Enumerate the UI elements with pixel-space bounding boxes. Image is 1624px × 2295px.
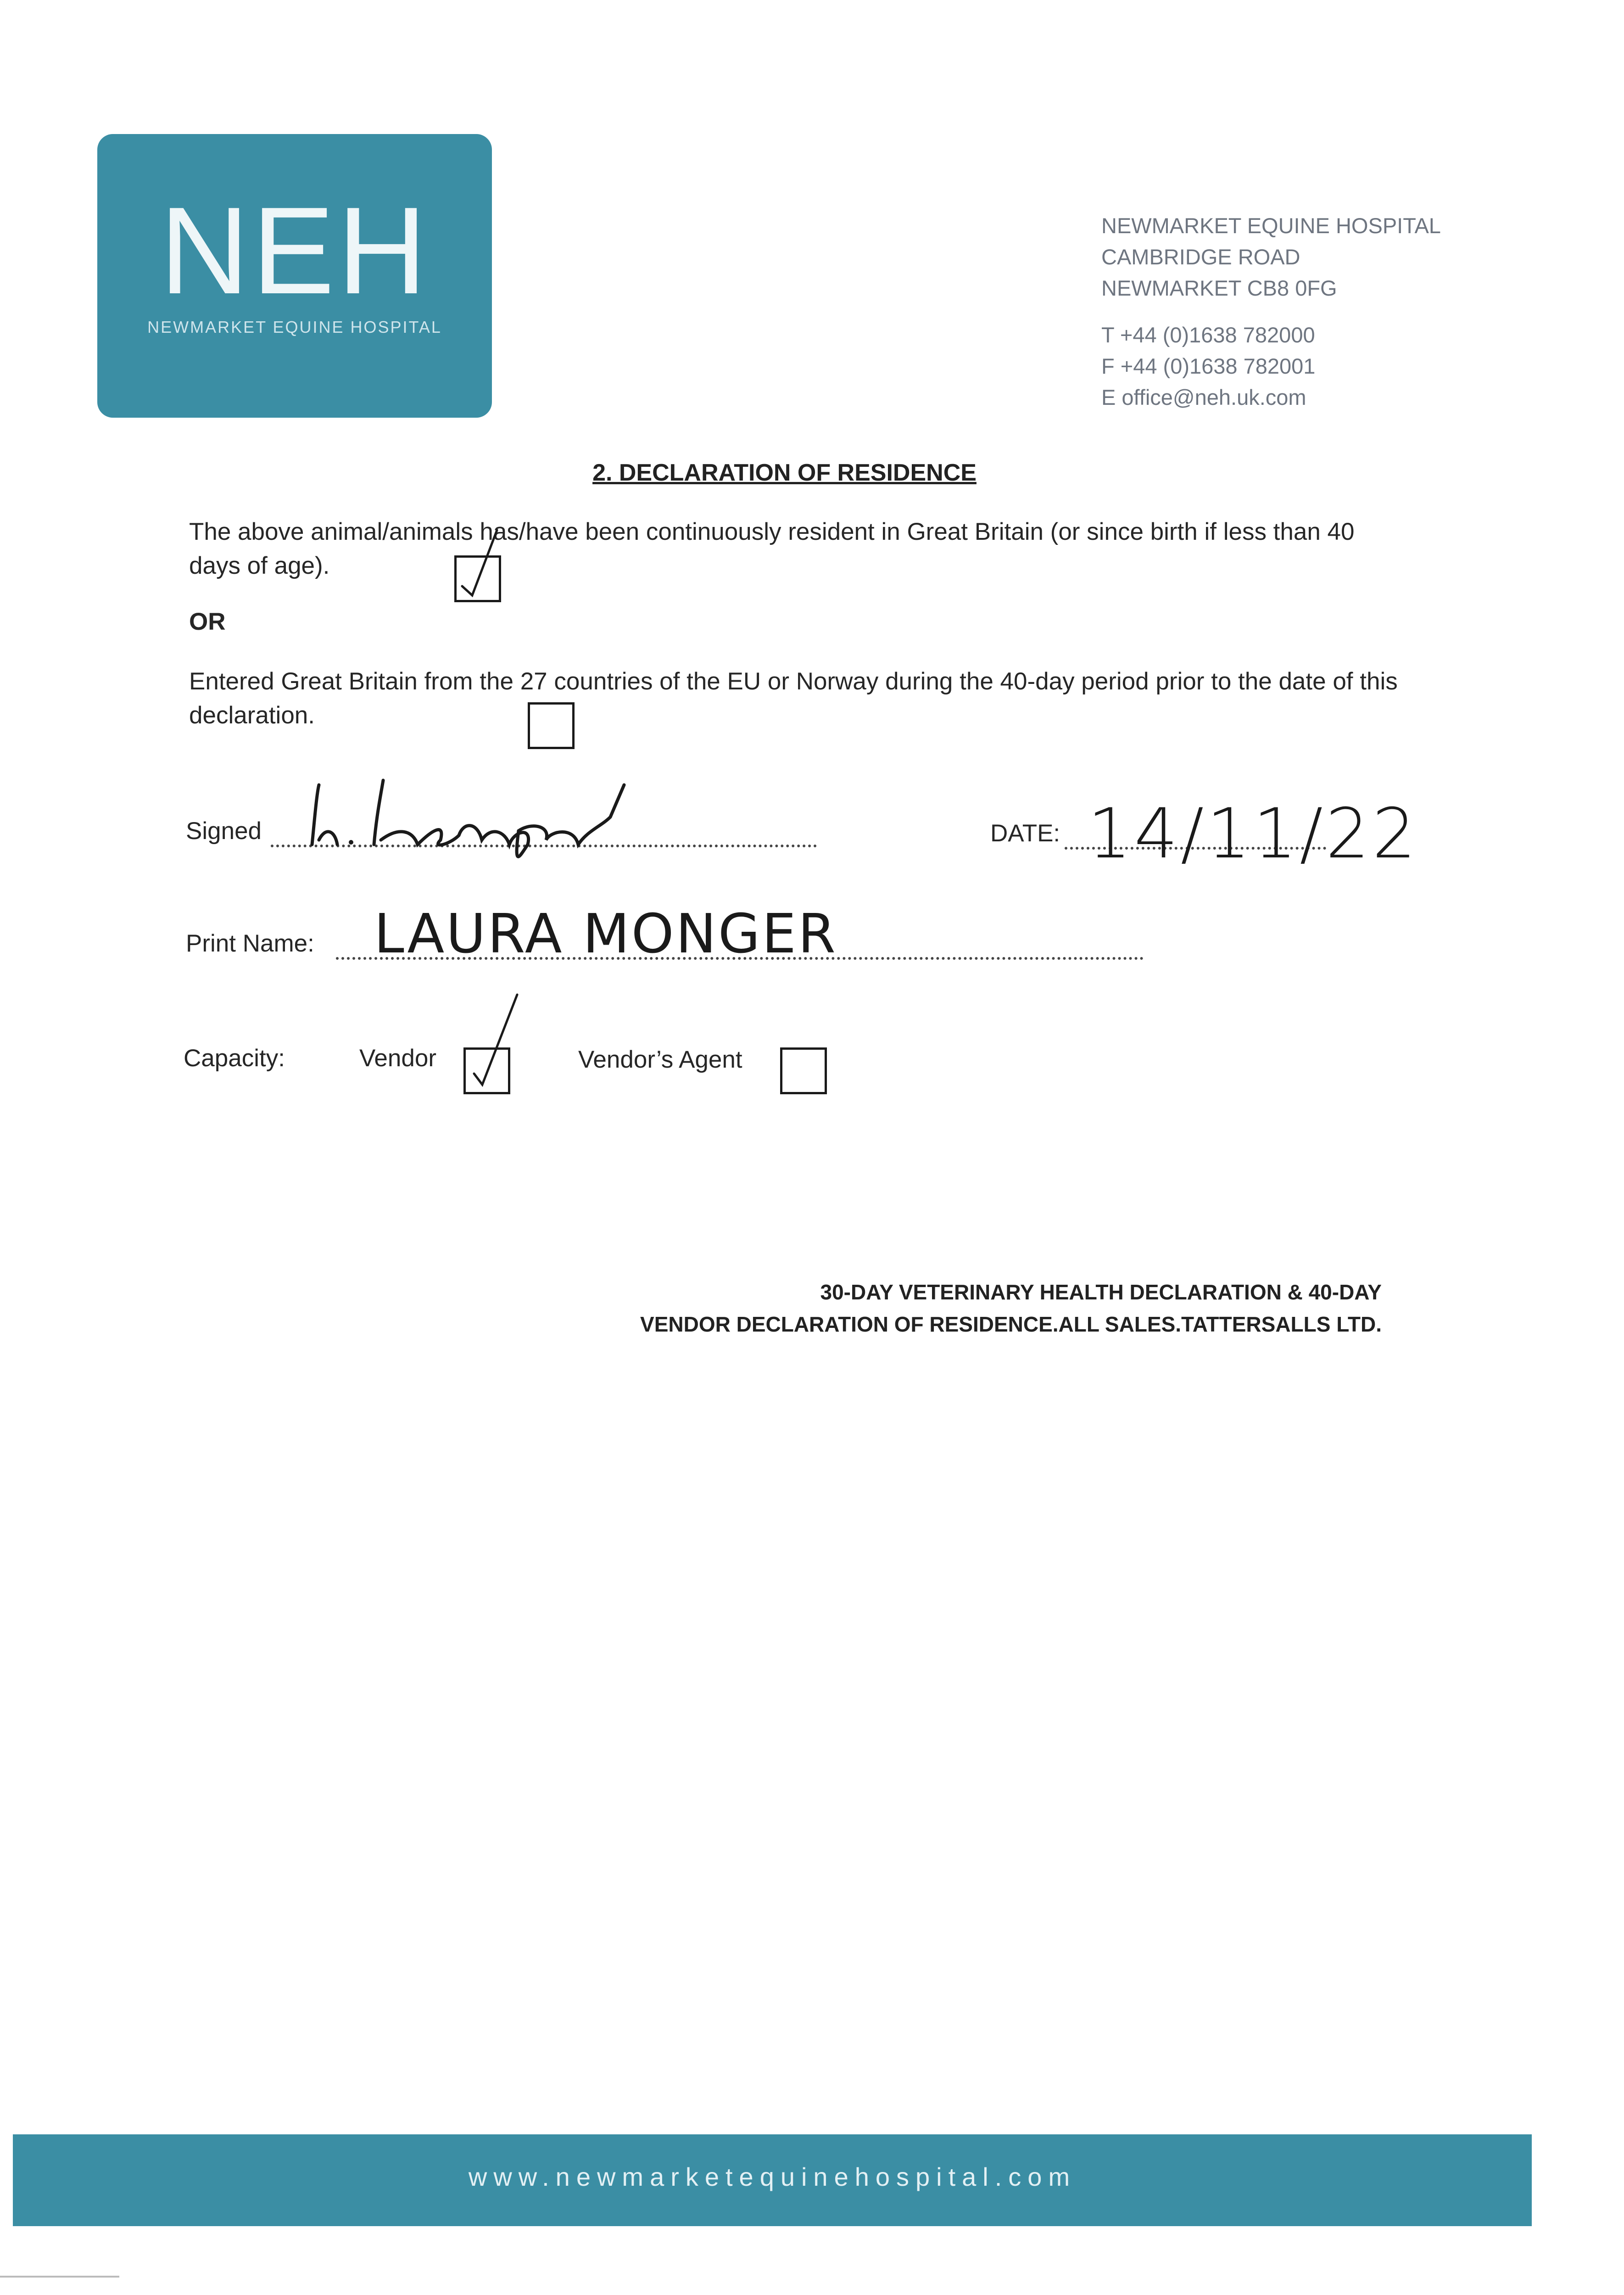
section-heading: 2. DECLARATION OF RESIDENCE — [592, 459, 977, 486]
scan-artifact-line — [0, 2276, 119, 2278]
option2-text: Entered Great Britain from the 27 countries of the EU or Norway during the 40-day period prior to the date of this declaration. — [189, 668, 1398, 729]
address-phone: T +44 (0)1638 782000 — [1101, 323, 1315, 347]
handwritten-print-name: LAURA MONGER — [374, 902, 837, 965]
print-name-label: Print Name: — [186, 930, 314, 957]
option2-checkbox[interactable] — [528, 702, 575, 749]
footer-band — [13, 2134, 1532, 2226]
handwritten-date: 14/11/22 — [1088, 794, 1419, 874]
address-email: E office@neh.uk.com — [1101, 385, 1306, 409]
vendors-agent-checkbox[interactable] — [780, 1047, 827, 1094]
form-reference-note — [640, 1276, 1382, 1340]
check-icon — [457, 558, 499, 600]
logo-mark: NEH — [159, 182, 430, 320]
address-street: CAMBRIDGE ROAD — [1101, 245, 1300, 269]
address-fax: F +44 (0)1638 782001 — [1101, 354, 1316, 378]
option1-checkbox[interactable] — [454, 555, 501, 602]
vendor-label: Vendor — [359, 1045, 436, 1072]
neh-logo — [97, 134, 492, 418]
website-link[interactable]: www.newmarketequinehospital.com — [468, 2162, 1077, 2191]
handwritten-signature — [294, 776, 707, 877]
check-icon — [466, 1050, 508, 1092]
capacity-label: Capacity: — [184, 1045, 285, 1072]
address-town: NEWMARKET CB8 0FG — [1101, 276, 1337, 300]
form-reference-line2: VENDOR DECLARATION OF RESIDENCE.ALL SALES.TATTERSALLS LTD. — [640, 1312, 1382, 1336]
option1-text: The above animal/animals has/have been continuously resident in Great Britain (or since birth if less than 40 days of age). — [189, 518, 1355, 579]
address-name: NEWMARKET EQUINE HOSPITAL — [1101, 213, 1441, 238]
vendors-agent-label: Vendor’s Agent — [578, 1046, 742, 1073]
form-reference-line1: 30-DAY VETERINARY HEALTH DECLARATION & 40-DAY — [820, 1280, 1382, 1304]
date-label: DATE: — [990, 820, 1060, 847]
or-label: OR — [189, 608, 226, 635]
vendor-checkbox[interactable] — [463, 1047, 510, 1094]
logo-subtitle: NEWMARKET EQUINE HOSPITAL — [147, 318, 442, 336]
address-block — [1101, 210, 1514, 413]
signed-label: Signed — [186, 817, 262, 845]
